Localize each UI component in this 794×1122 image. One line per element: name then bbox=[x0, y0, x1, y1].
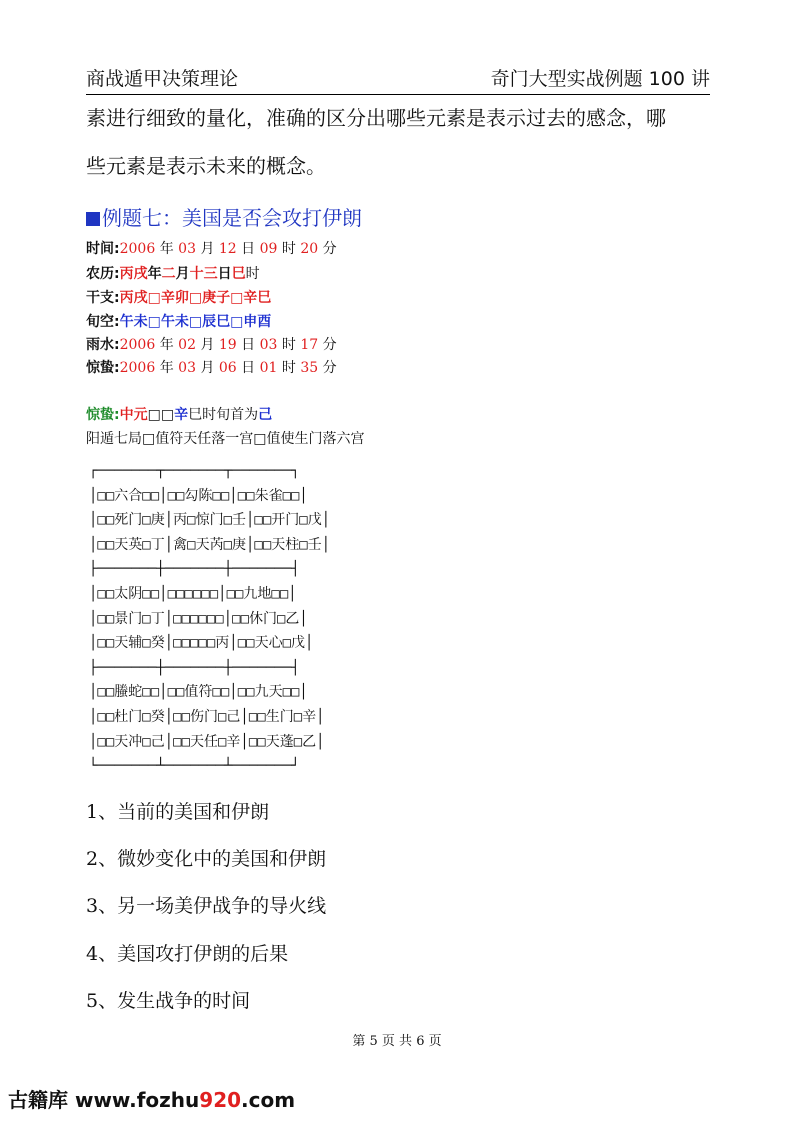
unit-hour: 时 bbox=[281, 360, 296, 376]
yushui-label: 雨水: bbox=[86, 337, 120, 353]
yushui-minute: 17 bbox=[300, 337, 319, 353]
unit-month: 月 bbox=[200, 241, 215, 257]
grid-line: ┌───────┬───────┬───────┐ bbox=[89, 463, 300, 479]
ju-label: 惊蛰: bbox=[86, 407, 120, 423]
time-day: 12 bbox=[218, 241, 237, 257]
unit-minute: 分 bbox=[322, 360, 337, 376]
topic-item bbox=[86, 797, 269, 824]
example-heading bbox=[86, 202, 362, 231]
yushui-hour: 03 bbox=[259, 337, 278, 353]
qimen-chart-grid bbox=[89, 459, 330, 779]
ju-boxes: □□ bbox=[147, 407, 175, 423]
time-year: 2006 bbox=[119, 241, 156, 257]
topic-text: 微妙变化中的美国和伊朗 bbox=[117, 848, 327, 870]
time-line bbox=[86, 240, 337, 258]
lunar-day: 十三 bbox=[189, 266, 218, 282]
lunar-month: 二 bbox=[161, 266, 176, 282]
ju-yuan: 中元 bbox=[119, 407, 148, 423]
jingzhe-hour: 01 bbox=[259, 360, 278, 376]
watermark-site-b: 920 bbox=[199, 1088, 242, 1112]
grid-line: ├───────┼───────┼───────┤ bbox=[89, 659, 300, 676]
lunar-unit-day: 日 bbox=[217, 266, 232, 282]
time-month: 03 bbox=[178, 241, 196, 257]
topic-number: 5、 bbox=[86, 990, 118, 1012]
site-watermark bbox=[8, 1084, 295, 1113]
jingzhe-line bbox=[86, 359, 337, 377]
topic-text: 当前的美国和伊朗 bbox=[117, 801, 270, 823]
jingzhe-year: 2006 bbox=[119, 360, 156, 376]
ju-line-1 bbox=[86, 406, 272, 424]
yushui-line bbox=[86, 336, 337, 354]
grid-line: │□□太阴□□│□□□□□□│□□九地□□│ bbox=[89, 585, 297, 602]
lunar-hour: 巳 bbox=[231, 266, 246, 282]
unit-year: 年 bbox=[159, 241, 174, 257]
ju-mid: 巳时旬首为 bbox=[188, 407, 259, 423]
topic-item bbox=[86, 891, 326, 918]
topic-number: 1、 bbox=[86, 801, 118, 823]
xunkong-value: 午未□午未□辰巳□申酉 bbox=[119, 314, 272, 330]
unit-hour: 时 bbox=[281, 241, 296, 257]
square-bullet-icon bbox=[86, 212, 100, 226]
topic-number: 3、 bbox=[86, 895, 118, 917]
time-label: 时间: bbox=[86, 241, 120, 257]
page-header bbox=[86, 62, 710, 95]
unit-month: 月 bbox=[200, 337, 215, 353]
unit-day: 日 bbox=[241, 241, 256, 257]
yushui-year: 2006 bbox=[119, 337, 156, 353]
unit-day: 日 bbox=[241, 337, 256, 353]
jingzhe-label: 惊蛰: bbox=[86, 360, 120, 376]
lunar-label: 农历: bbox=[86, 266, 120, 282]
grid-line: │□□天冲□己│□□天任□辛│□□天蓬□乙│ bbox=[89, 733, 325, 750]
jingzhe-minute: 35 bbox=[300, 360, 319, 376]
jingzhe-month: 03 bbox=[178, 360, 196, 376]
ganzhi-value: 丙戌□辛卯□庚子□辛巳 bbox=[119, 290, 272, 306]
topic-item bbox=[86, 939, 288, 966]
xunkong-line bbox=[86, 313, 271, 331]
lunar-unit-year: 年 bbox=[147, 266, 162, 282]
body-paragraph-line-2: 些元素是表示未来的概念。 bbox=[86, 154, 326, 178]
watermark-site-c: .com bbox=[241, 1088, 296, 1112]
unit-hour: 时 bbox=[281, 337, 296, 353]
grid-line: │□□六合□□│□□勾陈□□│□□朱雀□□│ bbox=[89, 487, 308, 504]
xunkong-label: 旬空: bbox=[86, 314, 120, 330]
ganzhi-line bbox=[86, 289, 271, 307]
time-hour: 09 bbox=[259, 241, 278, 257]
example-title: 例题七：美国是否会攻打伊朗 bbox=[102, 206, 362, 230]
unit-month: 月 bbox=[200, 360, 215, 376]
grid-line: │□□天英□丁│禽□天芮□庚│□□天柱□壬│ bbox=[89, 536, 331, 553]
unit-day: 日 bbox=[241, 360, 256, 376]
header-chapter-title: 奇门大型实战例题 100 讲 bbox=[490, 68, 710, 90]
grid-line: │□□杜门□癸│□□伤门□己│□□生门□辛│ bbox=[89, 708, 325, 725]
lunar-unit-month: 月 bbox=[175, 266, 190, 282]
grid-line: │□□螣蛇□□│□□值符□□│□□九天□□│ bbox=[89, 684, 308, 701]
lunar-unit-hour: 时 bbox=[245, 266, 260, 282]
unit-minute: 分 bbox=[322, 241, 337, 257]
watermark-cn: 古籍库 bbox=[8, 1088, 68, 1112]
grid-line: ├───────┼───────┼───────┤ bbox=[89, 561, 300, 578]
yushui-day: 19 bbox=[218, 337, 237, 353]
topic-item bbox=[86, 844, 326, 871]
topic-number: 4、 bbox=[86, 943, 118, 965]
unit-year: 年 bbox=[159, 360, 174, 376]
topic-text: 美国攻打伊朗的后果 bbox=[117, 943, 289, 965]
time-minute: 20 bbox=[300, 241, 319, 257]
jingzhe-day: 06 bbox=[218, 360, 237, 376]
watermark-site-a: www.fozhu bbox=[74, 1088, 200, 1112]
topic-text: 另一场美伊战争的导火线 bbox=[117, 895, 327, 917]
page-number-footer: 第 5 页 共 6 页 bbox=[352, 1034, 442, 1049]
ganzhi-label: 干支: bbox=[86, 290, 120, 306]
lunar-line bbox=[86, 265, 260, 283]
unit-year: 年 bbox=[159, 337, 174, 353]
topic-item bbox=[86, 986, 250, 1013]
ju-xunshou: 己 bbox=[258, 407, 273, 423]
topic-number: 2、 bbox=[86, 848, 118, 870]
grid-line: └───────┴───────┴───────┘ bbox=[89, 758, 300, 775]
yushui-month: 02 bbox=[178, 337, 196, 353]
body-paragraph-line-1: 素进行细致的量化，准确的区分出哪些元素是表示过去的感念，哪 bbox=[86, 106, 666, 130]
unit-minute: 分 bbox=[322, 337, 337, 353]
ju-gan: 辛 bbox=[174, 407, 189, 423]
grid-line: │□□景门□丁│□□□□□□│□□休门□乙│ bbox=[89, 610, 308, 627]
topic-text: 发生战争的时间 bbox=[117, 990, 251, 1012]
ju-line-2: 阳遁七局□值符天任落一宫□值使生门落六宫 bbox=[86, 431, 365, 447]
grid-line: │□□天辅□癸│□□□□□丙│□□天心□戊│ bbox=[89, 635, 314, 652]
header-book-title: 商战遁甲决策理论 bbox=[86, 68, 239, 90]
lunar-year: 丙戌 bbox=[119, 266, 148, 282]
grid-line: │□□死门□庚│丙□惊门□壬│□□开门□戊│ bbox=[89, 512, 331, 529]
